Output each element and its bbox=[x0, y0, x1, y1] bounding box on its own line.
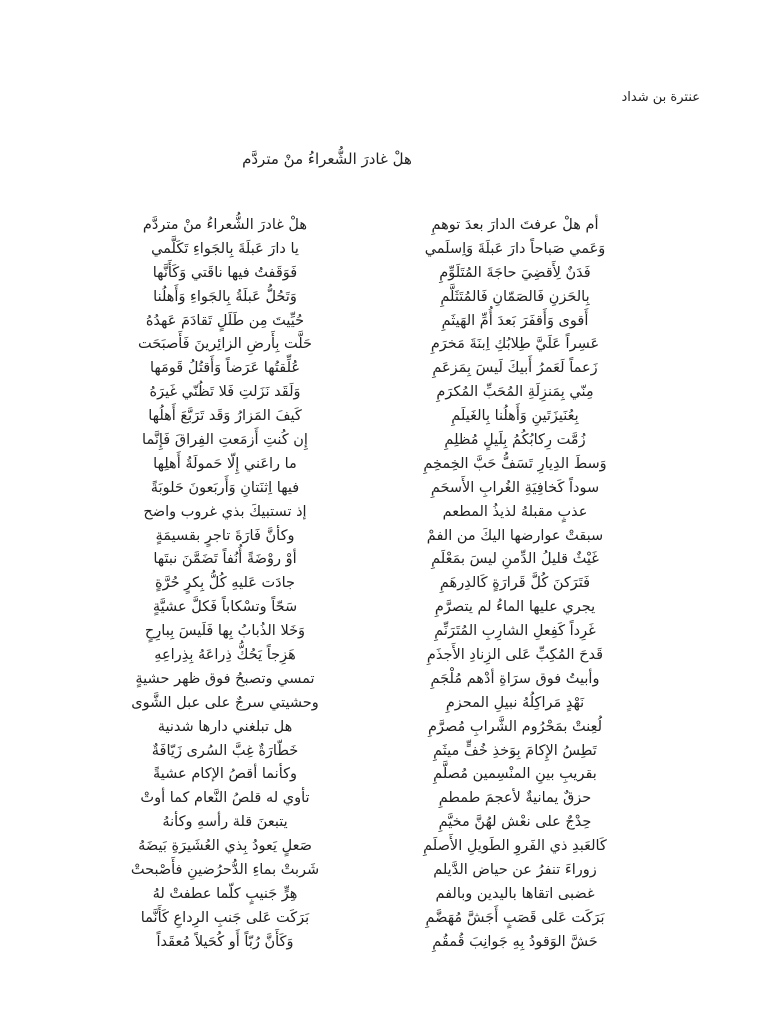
verse-first-hemistich: سبقتْ عوارضها اليكَ من الفمْ bbox=[426, 527, 604, 544]
poem-body bbox=[100, 214, 640, 950]
verse-first-hemistich: وَعَمي صَباحاً دارَ عَبلَةَ وَاِسلَمي bbox=[424, 240, 606, 257]
verse-second-hemistich: هلْ غادرَ الشُّعراءُ منْ متردَّم bbox=[142, 217, 308, 233]
poem-title: هلْ غادرَ الشُّعراءُ منْ متردَّم bbox=[242, 150, 412, 168]
verse-first-hemistich: عذبٍ مقبلهُ لذيذُ المطعم bbox=[442, 503, 588, 520]
verse-second-hemistich: حُيِّيتَ مِن طَلَلٍ تَقادَمَ عَهدُهُ bbox=[145, 312, 305, 329]
verse-second-hemistich: جادَت عَليهِ كُلُّ بِكرٍ حُرَّةٍ bbox=[154, 575, 295, 592]
verse-first-hemistich: قَدحَ المُكِبِّ عَلى الزِنادِ الأَجذَمِ bbox=[426, 647, 604, 664]
verse-first-hemistich: حزقٌ يمانيةٌ لأعجمَ طمطمِ bbox=[438, 790, 592, 807]
verse-second-hemistich: وكأنما أقصُ الإكام عشيةً bbox=[152, 766, 298, 783]
verse-first-hemistich: لُعِنتْ بمَحْرُوم الشَّرابِ مُصرَّمِ bbox=[428, 718, 602, 735]
verse-second-hemistich: هل تبلغني دارها شدنية bbox=[157, 718, 293, 735]
verse-first-hemistich: وَسطَ الدِيارِ تَسَفُّ حَبَّ الخِمخِمِ bbox=[423, 455, 607, 472]
verse-first-hemistich: كَالعَبدِ ذي الفَروِ الطَويلِ الأَصلَمِ bbox=[423, 838, 607, 855]
verse-second-hemistich: وَخَلا الذُبابُ بِها فَلَيسَ بِبارِحٍ bbox=[144, 623, 306, 640]
verse-second-hemistich: عُلِّقتُها عَرَضاً وَأَقتُلُ قَومَها bbox=[149, 360, 301, 377]
verse-first-hemistich: غَرِداً كَفِعلِ الشارِبِ المُتَرَنِّمِ bbox=[434, 623, 596, 640]
verse-second-hemistich: تأوي له قلصُ النَّعام كما أوتْ bbox=[140, 790, 310, 807]
verse-first-hemistich: فَدَنٌ لِأَقضِيَ حاجَةَ المُتَلَوِّمِ bbox=[439, 264, 591, 281]
verse-second-hemistich: وَكَأَنَّ رُبّاً أَو كُحَيلاً مُعقَداً bbox=[156, 933, 294, 950]
verse-second-hemistich: هِرٍّ جَنيبٍ كلّما عطفتْ لهُ bbox=[152, 885, 298, 902]
verse-second-hemistich: إِن كُنتِ أَزمَعتِ الفِراقَ فَإِنَّما bbox=[142, 432, 308, 449]
verse-first-hemistich: حِدْجٌ على نعْش لهُنَّ مخيَّمِ bbox=[438, 814, 592, 831]
verse-first-hemistich: نَهْدٍ مَراكِلُهُ نبيلِ المحزمِ bbox=[445, 694, 585, 711]
verse-second-hemistich: هَزِجاً يَحُكُّ ذِراعَهُ بِذِراعِهِ bbox=[154, 647, 296, 664]
verse-first-hemistich: سوداً كَخافِيَةِ الغُرابِ الأَسحَمِ bbox=[430, 479, 600, 496]
verse-first-hemistich: غضبى اتقاها باليدين وبالفم bbox=[435, 885, 595, 902]
author-name: عنترة بن شداد bbox=[621, 90, 700, 105]
verse-first-hemistich: زُمَّت رِكابُكُمُ بِلَيلٍ مُظلِمِ bbox=[444, 432, 586, 449]
verse-first-hemistich: مِنّي بِمَنزِلَةِ المُحَبِّ المُكرَمِ bbox=[436, 384, 594, 401]
verse-first-hemistich: زوراءَ تنفرُ عن حياض الدَّيلم bbox=[433, 862, 597, 879]
verse-first-hemistich: أم هلْ عرفتَ الدارَ بعدَ توهمِ bbox=[431, 217, 599, 233]
verse-second-hemistich: خَطّارَةٌ غِبَّ السُرى زَيّافَةٌ bbox=[151, 742, 299, 759]
verse-second-hemistich: سَحّاً وتسْكاباً فَكلَّ عشيَّةٍ bbox=[152, 599, 298, 616]
verse-second-hemistich: ما راعَني إِلّا حَمولَةُ أَهلِها bbox=[153, 455, 297, 472]
verse-second-hemistich: يا دارَ عَبلَةَ بِالجَواءِ تَكَلَّمي bbox=[151, 240, 299, 257]
verse-second-hemistich: إذ تستبيكَ بذي غروب واضح bbox=[143, 503, 307, 520]
verse-column-left bbox=[100, 214, 350, 955]
verse-first-hemistich: يجري عليها الماءُ لم يتصرَّمِ bbox=[434, 599, 596, 616]
verse-first-hemistich: بِالحَزنِ فَالصَمّانِ فَالمُتَثَلَّمِ bbox=[440, 288, 590, 305]
verse-first-hemistich: تَطِسُ الإِكامَ بِوَخذِ خُفٍّ ميثَمِ bbox=[433, 742, 597, 759]
verse-second-hemistich: أوْ روْضَةً أُنُفاً تَضَمَّنَ نبتَها bbox=[153, 551, 297, 568]
verse-first-hemistich: عَسِراً عَلَيَّ طِلابُكِ اِبنَةَ مَخرَمِ bbox=[430, 336, 600, 353]
verse-second-hemistich: فَوَقَفتُ فيها ناقَتي وَكَأَنَّها bbox=[152, 264, 298, 281]
verse-first-hemistich: بَرَكَت عَلى قَصَبٍ أَجَشَّ مُهَضَّمِ bbox=[425, 909, 605, 926]
verse-second-hemistich: بَرَكَت عَلى جَنبِ الرِداعِ كَأَنَّما bbox=[140, 909, 310, 926]
verse-second-hemistich: وكأنَّ فَارَةَ تاجرٍ بقسيمَةٍ bbox=[155, 527, 295, 544]
verse-second-hemistich: يتبعنَ قلة رأسهِ وكأنهُ bbox=[162, 814, 288, 831]
verse-first-hemistich: غَيْثٌ قليلُ الدِّمنِ ليسَ بمَعْلَمِ bbox=[431, 551, 599, 568]
verse-first-hemistich: بقريبِ بينِ المنْسِمين مُصلَّمِ bbox=[433, 766, 597, 783]
verse-column-right bbox=[390, 214, 640, 955]
verse-second-hemistich: وَلَقَد نَزَلتِ فَلا تَظُنّي غَيرَهُ bbox=[149, 384, 301, 401]
verse-second-hemistich: وحشيتي سرجٌ على عبل الشَّوى bbox=[131, 694, 319, 711]
verse-second-hemistich: تمسي وتصبحُ فوق ظهر حشيةٍ bbox=[135, 670, 315, 687]
verse-first-hemistich: زَعماً لَعَمرُ أَبيكَ لَيسَ بِمَزعَمِ bbox=[432, 360, 598, 377]
verse-first-hemistich: بِعُنَيزَتَينِ وَأَهلُنا بِالغَيلَمِ bbox=[451, 408, 579, 425]
verse-second-hemistich: كَيفَ المَزارُ وَقَد تَرَبَّعَ أَهلُها bbox=[148, 408, 302, 425]
verse-first-hemistich: وأبيتُ فوق سرَاةِ أدْهم مُلْجَمِ bbox=[430, 670, 600, 687]
verse-first-hemistich: أَقوى وَأَقفَرَ بَعدَ أُمِّ الهَيثَمِ bbox=[441, 312, 589, 329]
verse-second-hemistich: وَتَحُلُّ عَبلَةُ بِالجَواءِ وَأَهلُنا bbox=[153, 288, 297, 305]
verse-second-hemistich: فيها اِثنَتانِ وَأَربَعونَ حَلوبَةً bbox=[150, 479, 300, 496]
verse-first-hemistich: فَتَرَكنَ كُلَّ قَرارَةٍ كَالدِرهَمِ bbox=[439, 575, 591, 592]
verse-second-hemistich: صَعلٍ يَعودُ بِذي العُشَيرَةِ بَيضَهُ bbox=[138, 838, 312, 855]
verse-second-hemistich: شَربتْ بماءِ الدُّحرُضينِ فأَصْبحتْ bbox=[130, 862, 320, 879]
verse-first-hemistich: حَشَّ الوَقودُ بِهِ جَوانِبَ قُمقُمِ bbox=[432, 933, 598, 950]
verse-second-hemistich: حَلَّت بِأَرضِ الزائِرينَ فَأَصبَحَت bbox=[137, 336, 313, 353]
